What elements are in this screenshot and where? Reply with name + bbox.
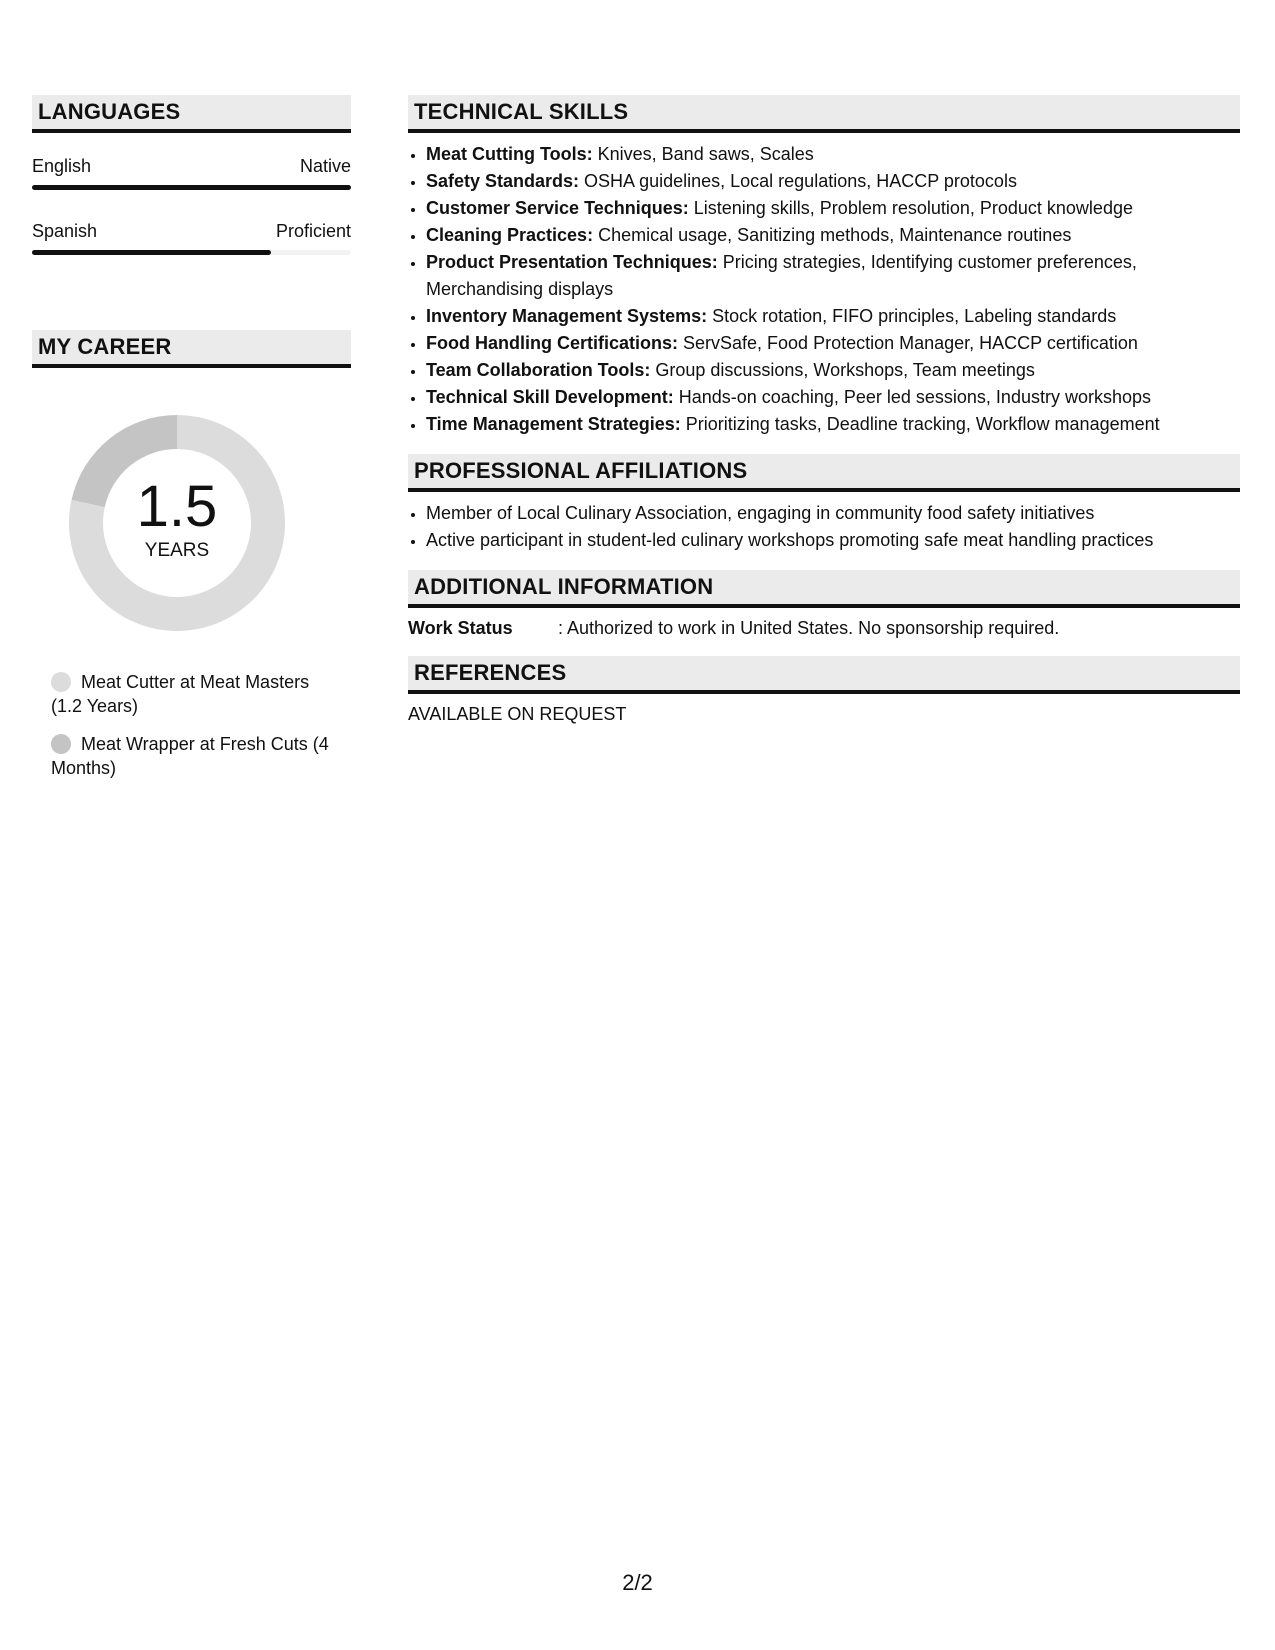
affiliations-section xyxy=(408,454,1240,554)
skill-name: Cleaning Practices: xyxy=(426,225,594,245)
languages-title: LANGUAGES xyxy=(38,99,181,124)
work-status-row xyxy=(408,616,1240,640)
technical-skills-title: TECHNICAL SKILLS xyxy=(414,99,629,124)
skill-detail: Pricing strategies, Identifying customer preferences, Merchandising displays xyxy=(426,252,1137,299)
career-legend xyxy=(51,670,351,780)
career-item-label: Meat Cutter at Meat Masters (1.2 Years) xyxy=(51,672,310,716)
skill-detail: Knives, Band saws, Scales xyxy=(592,144,814,164)
skill-name: Time Management Strategies: xyxy=(426,414,681,434)
additional-info-title: ADDITIONAL INFORMATION xyxy=(414,574,714,599)
skill-detail: Chemical usage, Sanitizing methods, Maintenance routines xyxy=(593,225,1072,245)
left-column xyxy=(32,95,351,794)
skill-detail: Group discussions, Workshops, Team meetings xyxy=(650,360,1035,380)
language-proficiency-bar xyxy=(32,250,351,255)
skill-name: Product Presentation Techniques: xyxy=(426,252,718,272)
technical-skills-header xyxy=(408,95,1240,133)
right-column xyxy=(408,95,1240,726)
career-legend-item xyxy=(51,670,341,718)
career-total-unit: YEARS xyxy=(144,540,210,561)
additional-info-header xyxy=(408,570,1240,608)
references-header xyxy=(408,656,1240,694)
affiliations-title: PROFESSIONAL AFFILIATIONS xyxy=(414,458,748,483)
skill-name: Safety Standards: xyxy=(426,171,580,191)
skill-item xyxy=(426,303,1240,330)
skill-item xyxy=(426,195,1240,222)
skill-name: Team Collaboration Tools: xyxy=(426,360,651,380)
additional-info-section xyxy=(408,570,1240,640)
language-proficiency-bar xyxy=(32,185,351,190)
legend-dot xyxy=(51,672,71,692)
technical-skills-list xyxy=(408,141,1240,438)
skill-detail: Hands-on coaching, Peer led sessions, Industry workshops xyxy=(673,387,1151,407)
skill-detail: Stock rotation, FIFO principles, Labeling standards xyxy=(707,306,1117,326)
skill-item xyxy=(426,411,1240,438)
skill-detail: ServSafe, Food Protection Manager, HACCP certification xyxy=(678,333,1138,353)
affiliations-header xyxy=(408,454,1240,492)
language-item-english xyxy=(32,155,351,190)
career-section xyxy=(32,330,351,780)
language-name: Spanish xyxy=(32,221,98,241)
language-proficiency-fill xyxy=(32,250,271,255)
affiliations-list xyxy=(408,500,1240,554)
technical-skills-section xyxy=(408,95,1240,438)
career-header xyxy=(32,330,351,368)
legend-dot xyxy=(51,734,71,754)
skill-detail: Prioritizing tasks, Deadline tracking, Workflow management xyxy=(680,414,1160,434)
skill-item xyxy=(426,141,1240,168)
skill-name: Technical Skill Development: xyxy=(426,387,674,407)
skill-item xyxy=(426,384,1240,411)
career-title: MY CAREER xyxy=(38,334,172,359)
career-legend-item xyxy=(51,732,341,780)
language-level: Proficient xyxy=(275,221,351,241)
languages-header xyxy=(32,95,351,133)
affiliation-item: • Member of Local Culinary Association, engaging in community food safety initiatives xyxy=(426,500,1240,527)
career-item-label: Meat Wrapper at Fresh Cuts (4 Months) xyxy=(51,734,329,778)
skill-detail: OSHA guidelines, Local regulations, HACCP protocols xyxy=(579,171,1017,191)
skill-name: Food Handling Certifications: xyxy=(426,333,678,353)
career-total-number: 1.5 xyxy=(136,474,218,539)
skill-name: Meat Cutting Tools: xyxy=(426,144,593,164)
skill-item xyxy=(426,249,1240,303)
language-item-spanish xyxy=(32,220,351,255)
skill-name: Customer Service Techniques: xyxy=(426,198,689,218)
skill-item xyxy=(426,168,1240,195)
language-level: Native xyxy=(299,156,351,176)
skill-item xyxy=(426,222,1240,249)
skill-detail: Listening skills, Problem resolution, Product knowledge xyxy=(688,198,1133,218)
affiliation-item: • Active participant in student-led culinary workshops promoting safe meat handling practices xyxy=(426,527,1240,554)
skill-item xyxy=(426,330,1240,357)
work-status-value: : Authorized to work in United States. No sponsorship required. xyxy=(558,618,1060,638)
references-title: REFERENCES xyxy=(414,660,567,685)
skill-item xyxy=(426,357,1240,384)
page-number: 2/2 xyxy=(622,1570,653,1595)
language-name: English xyxy=(32,156,92,176)
career-donut-chart xyxy=(62,408,292,638)
skill-name: Inventory Management Systems: xyxy=(426,306,708,326)
language-proficiency-fill xyxy=(32,185,351,190)
references-section xyxy=(408,656,1240,726)
work-status-label: Work Status xyxy=(408,618,513,638)
references-text: AVAILABLE ON REQUEST xyxy=(408,704,627,724)
